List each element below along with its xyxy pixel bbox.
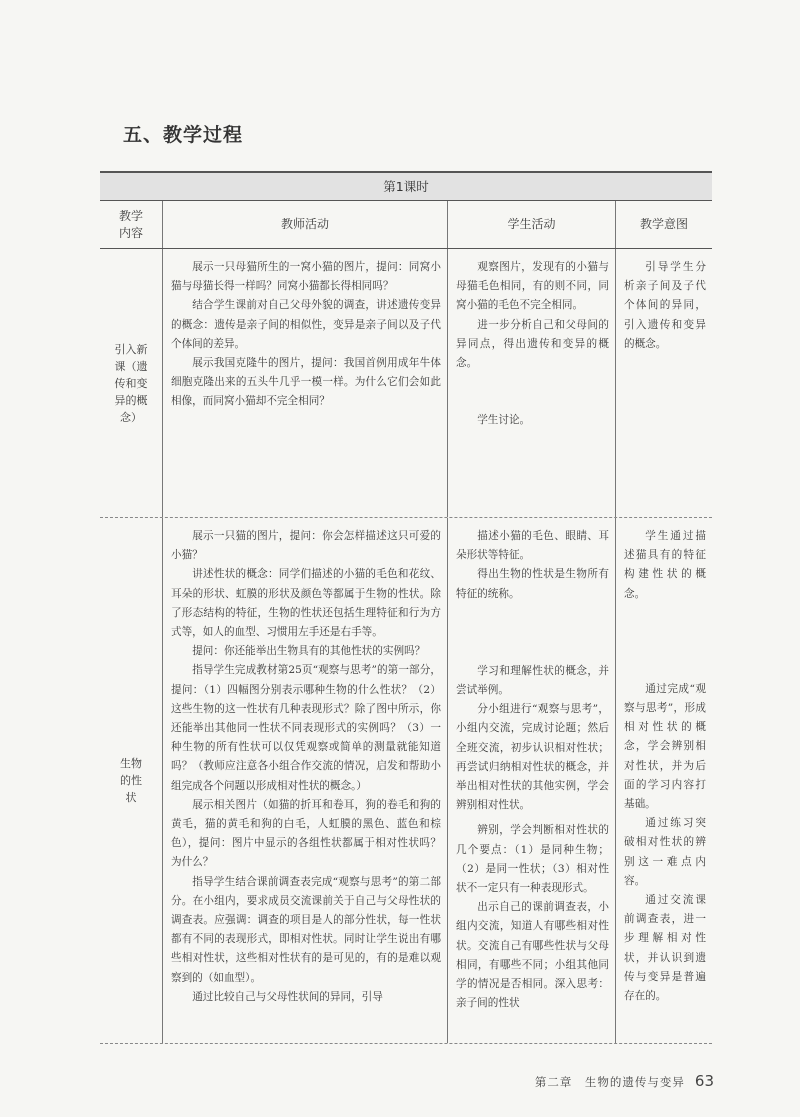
student-paragraph: 描述小猫的毛色、眼睛、耳朵形状等特征。 — [456, 530, 609, 562]
page-number: 63 — [694, 1072, 714, 1090]
header-intent: 教学意图 — [639, 217, 688, 231]
intent-paragraph: 学生通过描述猫具有的特征构建性状的概念。 — [624, 530, 706, 600]
row-topic-label: 引入新课（遗传和变异的概念） — [114, 342, 148, 424]
session-header: 第1课时 — [100, 173, 712, 201]
header-topic — [100, 201, 163, 248]
student-paragraph: 得出生物的性状是生物所有特征的统称。 — [456, 568, 609, 600]
header-student: 学生活动 — [448, 201, 616, 248]
page-footer — [535, 1072, 714, 1090]
chapter-title: 第二章 生物的遗传与变异 — [534, 1075, 685, 1089]
student-activity — [448, 518, 616, 1043]
student-paragraph: 学习和理解性状的概念，并尝试举例。 — [456, 664, 609, 697]
lesson-table — [100, 171, 712, 1044]
teacher-paragraph: 提问：你还能举出生物具有的其他性状的实例吗？ — [192, 645, 426, 658]
intent-paragraph: 通过完成“观察与思考”，形成相对性状的概念，学会辨别相对性状，并为后面的学习内容打基础。 — [624, 682, 706, 811]
student-paragraph: 进一步分析自己和父母间的异同点，得出遗传和变异的概念。 — [456, 318, 609, 370]
intent-paragraph: 引导学生分析亲子间及子代个体间的异同，引入遗传和变异的概念。 — [624, 261, 706, 350]
student-paragraph: 辨别，学会判断相对性状的几个要点：（1）是同种生物；（2）是同一性状；（3）相对性状不一定只有一种表现形式。 — [456, 824, 609, 895]
teacher-paragraph: 展示我国克隆牛的图片，提问：我国首例用成年牛体细胞克隆出来的五头牛几乎一模一样。为什么它们会如此相像，而同窝小猫却不完全相同？ — [171, 357, 441, 408]
spacer — [624, 604, 706, 680]
teacher-paragraph: 通过比较自己与父母性状间的异同，引导 — [192, 990, 383, 1003]
spacer — [456, 604, 609, 662]
row-topic — [100, 518, 163, 1043]
teacher-paragraph: 展示相关图片（如猫的折耳和卷耳，狗的卷毛和狗的黄毛，猫的黄毛和狗的白毛，人虹膜的黑色、蓝色和棕色），提问：图片中显示的各组性状都属于相对性状吗？为什么？ — [171, 798, 441, 869]
section-title: 五、教学过程 — [123, 124, 244, 146]
student-paragraph: 出示自己的课前调查表，小组内交流，知道人有哪些相对性状。交流自己有哪些性状与父母相同，有哪些不同；小组其他同学的情况是否相同。深入思考：亲子间的性状 — [456, 901, 609, 1010]
teacher-paragraph: 指导学生完成教材第25页“观察与思考”的第一部分，提问：（1）四幅图分别表示哪种生物的什么性状？（2）这些生物的这一性状有几种表现形式？除了图中所示，你还能举出其他同一性状不同表现形式的实例吗？（3）一种生物的所有性状可以仅凭观察或简单的测量就能知道吗？（教师应注意各小组合作交流的情况，启发和帮助小组完成各个问题以形成相对性状的概念。） — [171, 664, 441, 792]
intent-paragraph: 通过交流课前调查表，进一步理解相对性状，并认识到遗传与变异是普遍存在的。 — [624, 894, 706, 1003]
table-header-row — [100, 201, 712, 249]
header-topic-label: 教学内容 — [118, 208, 143, 240]
teacher-paragraph: 结合学生课前对自己父母外貌的调查，讲述遗传变异的概念：遗传是亲子间的相似性，变异是亲子间以及子代个体间的差异。 — [171, 299, 441, 350]
header-teacher: 教师活动 — [163, 201, 448, 248]
teaching-intent — [616, 518, 712, 1043]
teaching-intent — [616, 249, 712, 517]
spacer — [456, 373, 609, 411]
table-row — [100, 518, 712, 1044]
table-row — [100, 249, 712, 518]
student-paragraph: 观察图片，发现有的小猫与母猫毛色相同，有的则不同，同窝小猫的毛色不完全相同。 — [456, 261, 609, 312]
teacher-paragraph: 展示一只母猫所生的一窝小猫的图片，提问：同窝小猫与母猫长得一样吗？同窝小猫都长得相同吗？ — [171, 261, 441, 293]
row-topic — [100, 249, 163, 517]
student-paragraph: 分小组进行“观察与思考”，小组内交流，完成讨论题；然后全班交流，初步认识相对性状；再尝试归纳相对性状的概念，并举出相对性状的其他实例，学会辨别相对性状。 — [456, 703, 609, 812]
teacher-paragraph: 指导学生结合课前调查表完成“观察与思考”的第二部分。在小组内，要求成员交流课前关于自己与父母性状的调查表。应强调：调查的项目是人的部分性状，每一性状都有不同的表现形式，即相对性状。同时让学生说出有哪些相对性状，这些相对性状有的是可见的，有的是难以观察到的（如血型）。 — [171, 875, 441, 984]
teacher-paragraph: 展示一只猫的图片，提问：你会怎样描述这只可爱的小猫？ — [171, 530, 441, 562]
teacher-activity — [163, 518, 448, 1043]
intent-paragraph: 通过练习突破相对性状的辨别这一难点内容。 — [624, 817, 706, 887]
student-activity — [448, 249, 616, 517]
teacher-paragraph: 讲述性状的概念：同学们描述的小猫的毛色和花纹、耳朵的形状、虹膜的形状及颜色等都属于生物的性状。除了形态结构的特征，生物的性状还包括生理特征和行为方式等，如人的血型、习惯用左手还是右手等。 — [171, 568, 441, 639]
teacher-activity — [163, 249, 448, 517]
row-topic-label: 生物的性状 — [120, 757, 142, 804]
student-paragraph: 学生讨论。 — [477, 414, 531, 427]
